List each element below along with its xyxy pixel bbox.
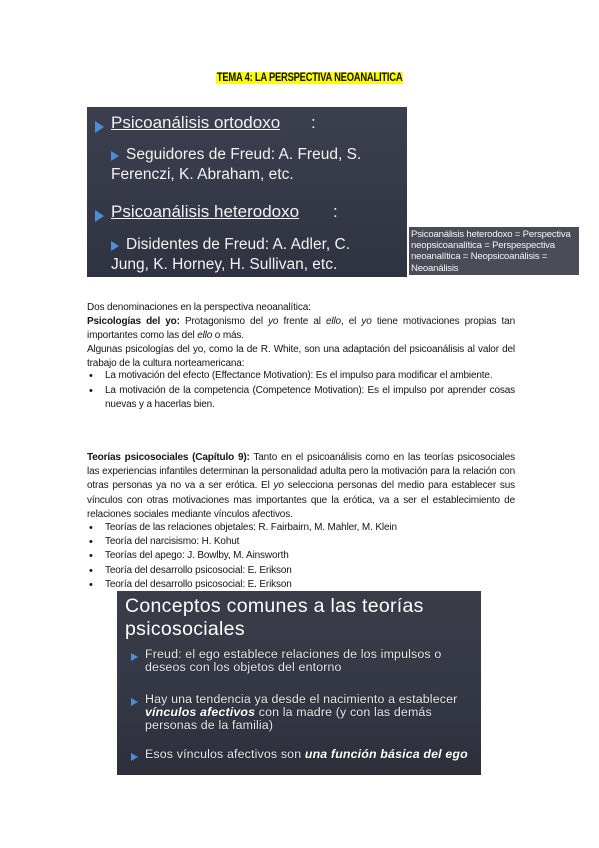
triangle-bullet-icon: [131, 698, 138, 706]
triangle-bullet-icon: [131, 653, 138, 661]
heterodox-line2: Jung, K. Horney, H. Sullivan, etc.: [111, 256, 338, 273]
theories-list: [87, 521, 515, 592]
slide-common-concepts: [117, 591, 481, 775]
orthodox-line1: Seguidores de Freud: A. Freud, S.: [126, 146, 362, 163]
white-paragraph: Algunas psicologías del yo, como la de R. White, son una adaptación del psicoanálisis al valor del trabajo de la cultura norteamericana:: [87, 344, 515, 370]
heading-heterodox: Psicoanálisis heterodoxo: [111, 202, 300, 221]
side-note-line: neopsicoanalítica = Perspespectiva: [411, 240, 555, 252]
slide2-title: Conceptos comunes a las teorías psicosociales: [125, 595, 424, 640]
orthodox-line2: Ferenczi, K. Abraham, etc.: [111, 166, 294, 183]
side-note-line: Psicoanálisis heterodoxo = Perspectiva: [411, 229, 571, 240]
concept-ego-function: Esos vínculos afectivos son una función básica del ego: [145, 747, 468, 761]
slide-psychoanalysis-types: [87, 107, 407, 277]
heading-heterodox-colon: :: [333, 202, 338, 221]
heterodox-line1: Disidentes de Freud: A. Adler, C.: [126, 236, 351, 253]
triangle-bullet-icon: [111, 151, 119, 161]
list-item: • La motivación de la competencia (Competence Motivation): Es el impulso por aprender cosas nuevas y a hacerlas bien.: [87, 384, 515, 412]
triangle-bullet-icon: [131, 753, 138, 761]
side-note-line: neoanalítica = Neopsicoanálisis =: [411, 251, 548, 263]
page-title: TEMA 4: LA PERSPECTIVA NEOANALITICA: [216, 72, 403, 84]
concept-affective-bonds: Hay una tendencia ya desde el nacimiento a establecer vínculos afectivos con la madre (y con las demás personas de la familia): [145, 692, 458, 732]
list-item: • La motivación del efecto (Effectance Motivation): Es el impulso para modificar el ambiente.: [87, 369, 515, 383]
heading-orthodox: Psicoanálisis ortodoxo: [111, 113, 281, 132]
triangle-bullet-icon: [111, 241, 119, 251]
list-item: • Teorías del apego: J. Bowlby, M. Ainsworth: [87, 549, 515, 563]
psychologies-yo-label: Psicologías del yo:: [87, 316, 180, 327]
list-item: • Teoría del desarrollo psicosocial: E. Erikson: [87, 578, 515, 592]
white-motivation-list: [87, 369, 515, 413]
triangle-bullet-icon: [95, 210, 104, 222]
concept-freud-ego: Freud: el ego establece relaciones de los impulsos o deseos con los objetos del entorno: [145, 647, 442, 674]
side-note-line: Neoanálisis: [411, 262, 459, 274]
psychosocial-paragraph: Teorías psicosociales (Capítulo 9): Tanto en el psicoanálisis como en las teorías psicosociales las experiencias infantiles determinan la personalidad adulta pero la motivación para la relación con otras personas ya no va a ser erótica. El yo selecciona personas del medio para establecer sus vínculos con otras motivaciones mas importantes que la erótica, va a ser el establecimiento de relaciones sociales mediante vínculos afectivos.: [87, 452, 515, 520]
heading-orthodox-colon: :: [311, 113, 316, 132]
list-item: • Teoría del desarrollo psicosocial: E. Erikson: [87, 564, 515, 578]
side-note-box: [409, 227, 579, 275]
list-item: • Teorías de las relaciones objetales: R. Fairbairn, M. Mahler, M. Klein: [87, 521, 515, 535]
list-item: • Teoría del narcisismo: H. Kohut: [87, 535, 515, 549]
psychologies-yo-paragraph: Psicologías del yo: Protagonismo del yo frente al ello, el yo tiene motivaciones propias tan importantes como las del ello o más.: [87, 316, 515, 342]
psychosocial-label: Teorías psicosociales (Capítulo 9):: [87, 452, 250, 463]
triangle-bullet-icon: [95, 121, 104, 133]
intro-line: Dos denominaciones en la perspectiva neoanalítica:: [87, 302, 311, 313]
